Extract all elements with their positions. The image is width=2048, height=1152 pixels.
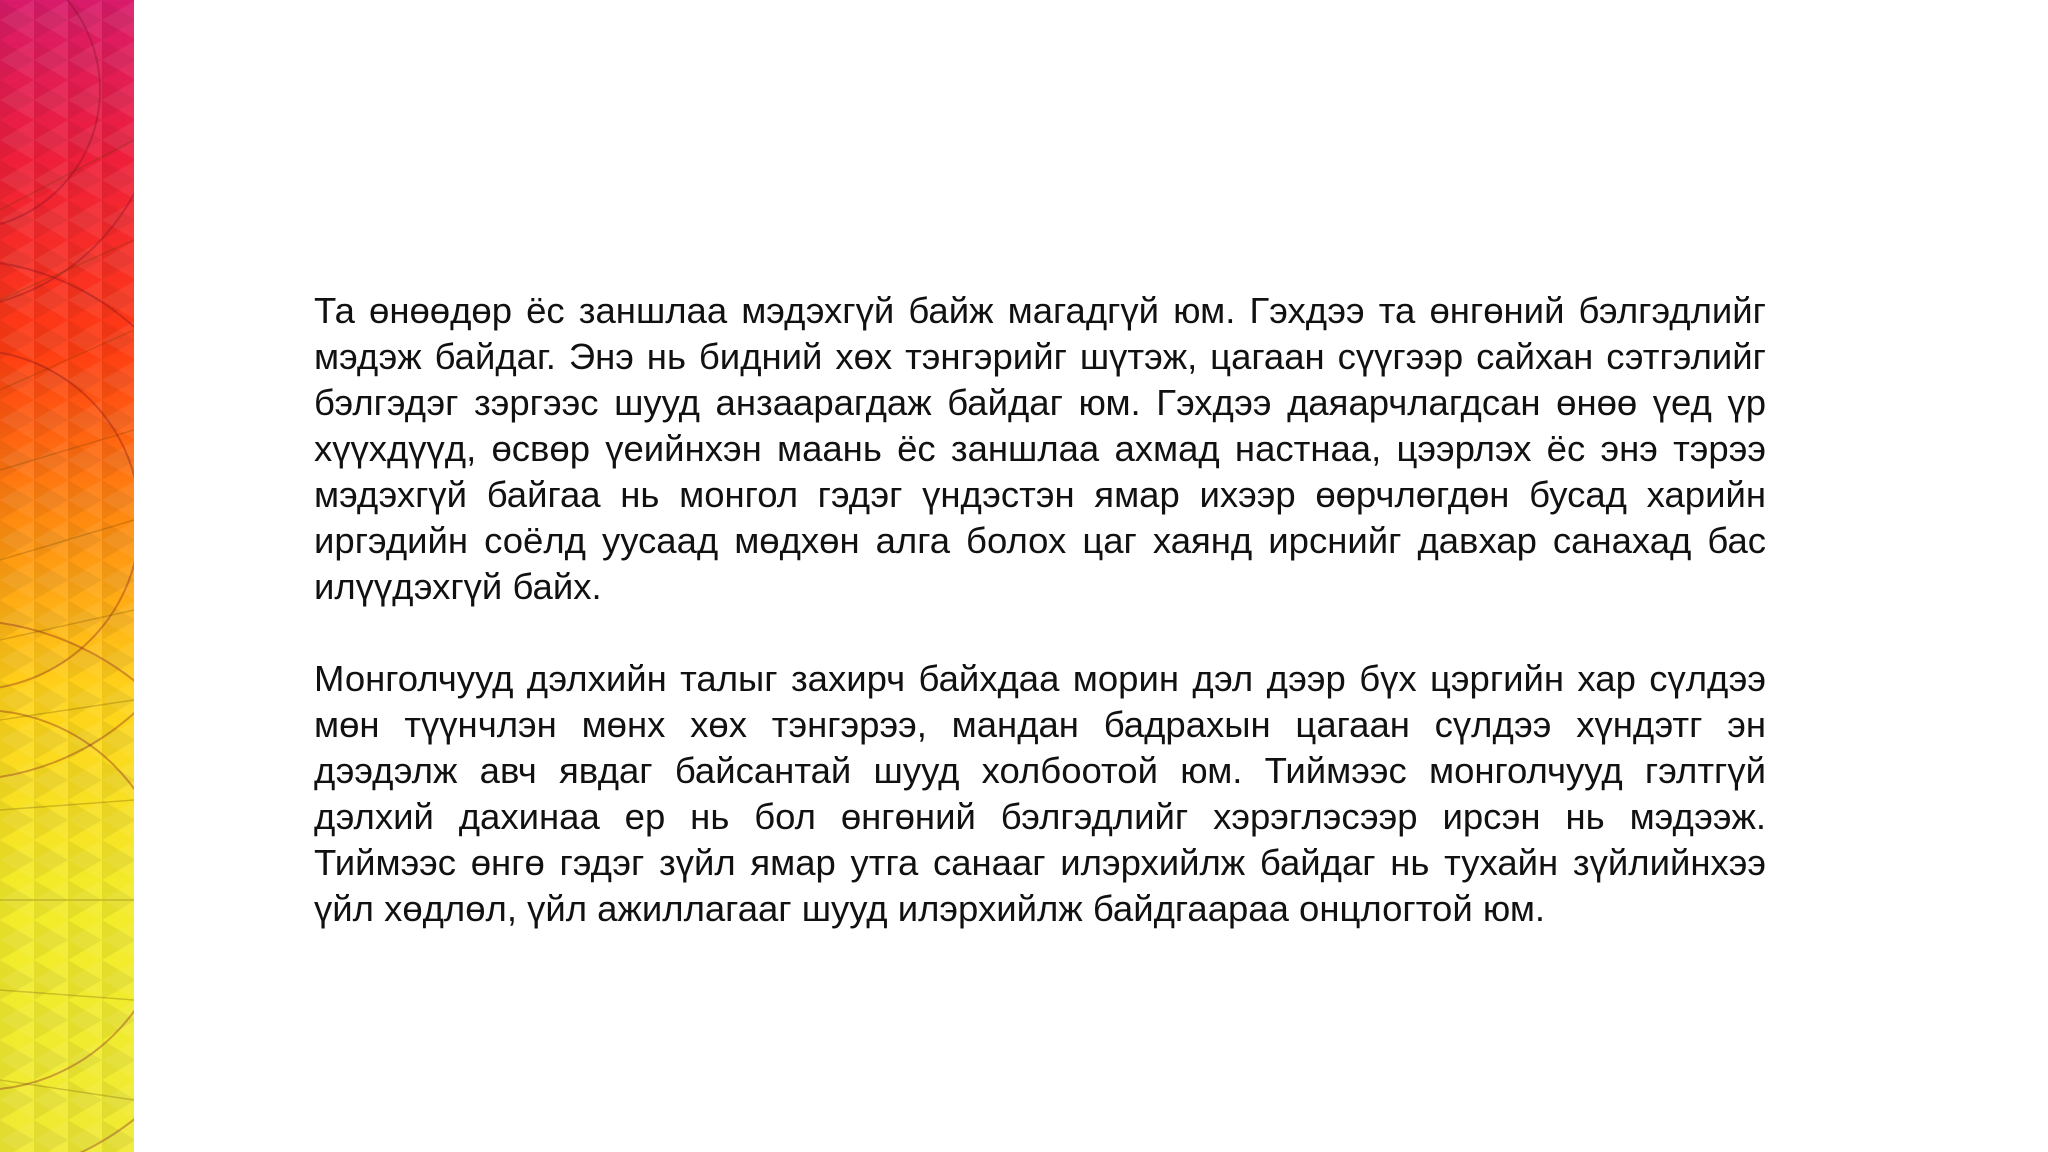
decorative-mandala-strip <box>0 0 134 1152</box>
text-content <box>314 288 1766 978</box>
paragraph-1: Та өнөөдөр ёс заншлаа мэдэхгүй байж магадгүй юм. Гэхдээ та өнгөний бэлгэдлийг мэдэж байдаг. Энэ нь бидний хөх тэнгэрийг шүтэж, цагаан сүүгээр сайхан сэтгэлийг бэлгэдэг зэргээс шууд анзаарагдаж байдаг юм. Гэхдээ даяарчлагдсан өнөө үед үр хүүхдүүд, өсвөр үеийнхэн маань ёс заншлаа ахмад настнаа, цээрлэх ёс энэ тэрээ мэдэхгүй байгаа нь монгол гэдэг үндэстэн ямар ихээр өөрчлөгдөн бусад харийн иргэдийн соёлд уусаад мөдхөн алга болох цаг хаянд ирснийг давхар санахад бас илүүдэхгүй байх. <box>314 290 1766 607</box>
paragraph-2: Монголчууд дэлхийн талыг захирч байхдаа морин дэл дээр бүх цэргийн хар сүлдээ мөн түүнчлэн мөнх хөх тэнгэрээ, мандан бадрахын цагаан сүлдээ хүндэтг эн дээдэлж авч явдаг байсантай шууд холбоотой юм. Тиймээс монголчууд гэлтгүй дэлхий дахинаа ер нь бол өнгөний бэлгэдлийг хэрэглэсээр ирсэн нь мэдээж. Тиймээс өнгө гэдэг зүйл ямар утга санааг илэрхийлж байдаг нь тухайн зүйлийнхээ үйл хөдлөл, үйл ажиллагааг шууд илэрхийлж байдгаараа онцлогтой юм. <box>314 658 1766 929</box>
